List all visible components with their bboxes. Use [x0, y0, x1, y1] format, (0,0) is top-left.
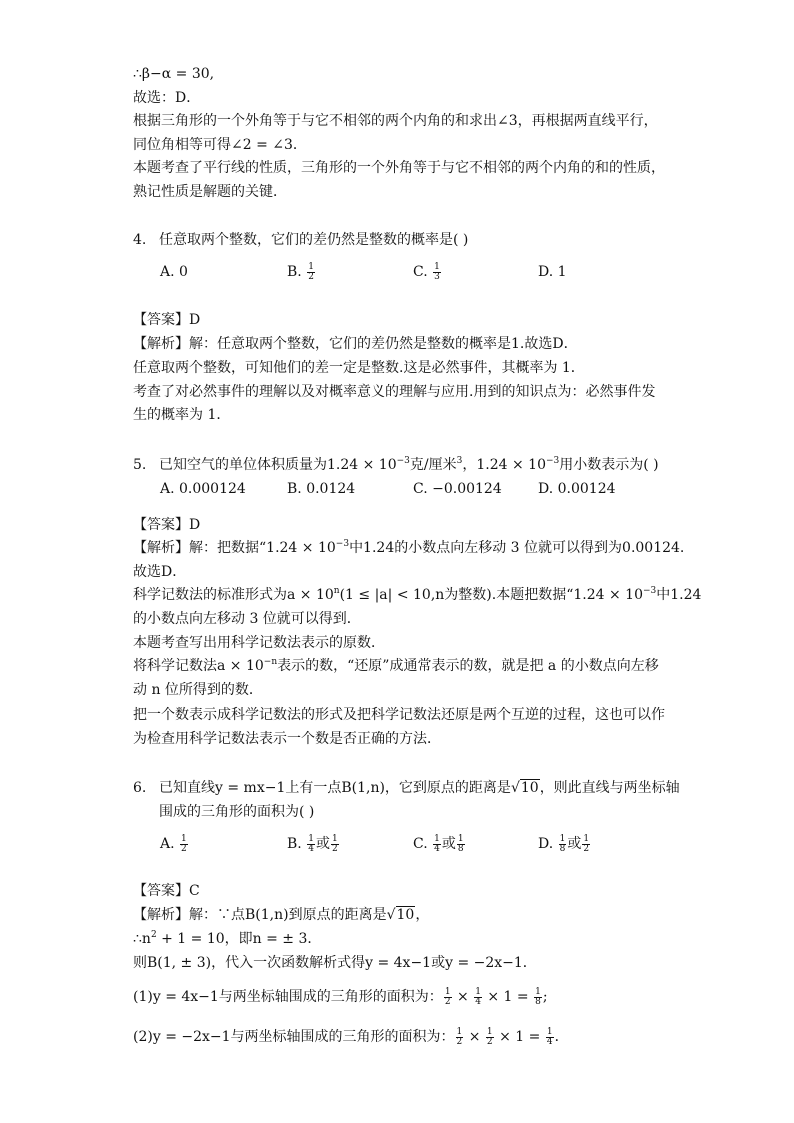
fraction-num: 1	[456, 1026, 463, 1037]
analysis-text: × 1 =	[482, 989, 534, 1005]
analysis-line: 任意取两个整数，可知他们的差一定是整数.这是必然事件，其概率为 1．	[133, 360, 585, 376]
fraction-den: 2	[444, 996, 451, 1007]
fraction	[433, 835, 441, 854]
or-text: 或	[441, 836, 456, 852]
fraction-num: 1	[444, 986, 451, 997]
fraction	[582, 835, 590, 854]
analysis-line	[133, 905, 429, 925]
exponent: n	[333, 586, 340, 596]
analysis-text: × 1 =	[494, 1029, 545, 1045]
analysis-line	[133, 929, 321, 949]
question-5-stem	[133, 455, 659, 475]
analysis-text: 中1.24	[656, 587, 702, 603]
option-d: D. 1	[538, 264, 567, 280]
text-line: 本题考查了平行线的性质，三角形的一个外角等于与它不相邻的两个内角的和的性质，	[133, 160, 665, 176]
fraction-den: 4	[308, 843, 314, 854]
analysis-text: ，	[415, 907, 430, 923]
question-number: 5.	[133, 457, 147, 473]
analysis-text: 【解析】解：∵点B(1,n)到原点的距离是	[133, 907, 387, 923]
option-c	[413, 834, 466, 854]
fraction-num: 1	[308, 833, 314, 844]
fraction	[546, 1028, 554, 1047]
analysis-text: ;	[542, 989, 548, 1005]
fraction-den: 2	[456, 1036, 463, 1047]
exponent: −3	[545, 456, 560, 466]
fraction	[456, 1028, 464, 1047]
option-b	[287, 262, 316, 282]
fraction-den: 2	[486, 1036, 493, 1047]
analysis-text: 科学记数法的标准形式为a × 10	[133, 587, 334, 603]
fraction	[486, 1028, 494, 1047]
question-number: 6.	[133, 780, 147, 796]
fraction-den: 2	[308, 271, 314, 282]
sqrt: √10	[510, 780, 539, 796]
option-label: D.	[538, 836, 554, 852]
analysis-text: (2)y = −2x−1与两坐标轴围成的三角形的面积为：	[133, 1029, 455, 1045]
exponent: −3	[396, 456, 410, 466]
analysis-text: (1 ≤ |a| < 10,n为整数).本题把数据“1.24 × 10	[339, 587, 643, 603]
option-label: A.	[160, 836, 175, 852]
answer-line: 【答案】D	[133, 312, 201, 328]
fraction-num: 1	[457, 833, 464, 844]
option-b: B. 0.0124	[287, 481, 356, 497]
or-text: 或	[567, 836, 582, 852]
analysis-line: 则B(1, ± 3)，代入一次函数解析式得y = 4x−1或y = −2x−1．	[133, 955, 537, 971]
answer-line: 【答案】D	[133, 517, 201, 533]
question-text: ，1.24 × 10	[462, 457, 546, 473]
option-label: B.	[287, 264, 302, 280]
fraction-den: 4	[434, 843, 440, 854]
option-label: C.	[413, 264, 428, 280]
fraction-den: 8	[559, 843, 566, 854]
fraction-den: 2	[583, 843, 590, 854]
analysis-line	[133, 656, 659, 676]
text-line: 故选：D．	[133, 90, 201, 106]
option-c	[413, 262, 442, 282]
fraction-den: 2	[331, 843, 338, 854]
option-a	[160, 834, 189, 854]
option-d	[538, 834, 591, 854]
fraction-num: 1	[181, 833, 187, 844]
analysis-text: ×	[464, 1029, 485, 1045]
fraction-den: 4	[475, 996, 481, 1007]
fraction	[331, 835, 339, 854]
fraction-num: 1	[583, 833, 590, 844]
fraction-num: 1	[535, 986, 541, 997]
analysis-line	[133, 585, 701, 605]
fraction	[559, 835, 567, 854]
question-6-stem-cont: 围成的三角形的面积为( )	[159, 804, 315, 820]
fraction-den: 2	[181, 843, 187, 854]
analysis-text: ．	[554, 1029, 569, 1045]
fraction-num: 1	[546, 1026, 553, 1037]
question-text: 用小数表示为( )	[559, 457, 659, 473]
answer-line: 【答案】C	[133, 883, 200, 899]
analysis-text: ∴n	[133, 931, 151, 947]
option-label: C.	[413, 836, 428, 852]
analysis-line: 动 n 位所得到的数．	[133, 682, 263, 698]
option-c: C. −0.00124	[413, 481, 502, 497]
text-line: 同位角相等可得∠2 = ∠3．	[133, 137, 307, 153]
option-a: A. 0	[160, 264, 188, 280]
analysis-line: 为检查用科学记数法表示一个数是否正确的方法．	[133, 731, 441, 747]
fraction-num: 1	[434, 261, 440, 272]
analysis-line: 故选D．	[133, 564, 187, 580]
sqrt: √10	[386, 907, 415, 923]
analysis-line: 本题考查写出用科学记数法表示的原数．	[133, 635, 385, 651]
analysis-text: 表示的数，“还原”成通常表示的数，就是把 a 的小数点向左移	[277, 658, 659, 674]
fraction-den: 3	[434, 271, 440, 282]
fraction	[444, 988, 452, 1007]
fraction-den: 4	[546, 1036, 553, 1047]
fraction-num: 1	[331, 833, 338, 844]
fraction	[474, 988, 482, 1007]
option-b	[287, 834, 340, 854]
analysis-text: + 1 = 10，即n = ± 3．	[156, 931, 322, 947]
question-text: 已知空气的单位体积质量为1.24 × 10	[159, 457, 397, 473]
fraction-den: 8	[457, 843, 464, 854]
fraction-num: 1	[434, 833, 440, 844]
text-line: ∴β−α = 30,	[133, 66, 215, 82]
analysis-text: (1)y = 4x−1与两坐标轴围成的三角形的面积为：	[133, 989, 443, 1005]
question-text: 克/厘米	[409, 457, 457, 473]
fraction	[433, 263, 441, 282]
question-number: 4.	[133, 232, 147, 248]
radicand: 10	[396, 907, 415, 923]
exponent: −3	[335, 539, 350, 549]
option-d: D. 0.00124	[538, 481, 616, 497]
exponent: 2	[150, 930, 157, 940]
exponent: −3	[642, 586, 657, 596]
fraction	[457, 835, 465, 854]
analysis-line: 【解析】解：任意取两个整数，它们的差仍然是整数的概率是1.故选D．	[133, 336, 578, 352]
analysis-text: ×	[452, 989, 474, 1005]
option-a: A. 0.000124	[160, 481, 246, 497]
question-text: 任意取两个整数，它们的差仍然是整数的概率是( )	[159, 232, 469, 248]
analysis-line	[133, 538, 684, 558]
fraction-num: 1	[559, 833, 566, 844]
analysis-line: 的小数点向左移动 3 位就可以得到．	[133, 611, 361, 627]
option-label: B.	[287, 836, 302, 852]
question-text: 已知直线y = mx−1上有一点B(1,n)，它到原点的距离是	[159, 780, 511, 796]
analysis-line	[133, 985, 548, 1009]
fraction-num: 1	[486, 1026, 493, 1037]
analysis-line: 考查了对必然事件的理解以及对概率意义的理解与应用.用到的知识点为：必然事件发	[133, 384, 656, 400]
fraction	[534, 988, 542, 1007]
fraction	[307, 835, 315, 854]
fraction	[307, 263, 315, 282]
analysis-text: 中1.24的小数点向左移动 3 位就可以得到为0.00124.	[349, 540, 685, 556]
text-line: 根据三角形的一个外角等于与它不相邻的两个内角的和求出∠3，再根据两直线平行，	[133, 113, 658, 129]
fraction	[180, 835, 188, 854]
exponent: −n	[263, 657, 278, 667]
analysis-line: 把一个数表示成科学记数法的形式及把科学记数法还原是两个互逆的过程，这也可以作	[133, 707, 665, 723]
analysis-text: 【解析】解：把数据“1.24 × 10	[133, 540, 336, 556]
analysis-line	[133, 1025, 569, 1049]
fraction-den: 8	[535, 996, 541, 1007]
question-6-stem	[133, 778, 680, 798]
text-line: 熟记性质是解题的关键．	[133, 184, 287, 200]
fraction-num: 1	[475, 986, 481, 997]
exponent: 3	[456, 456, 463, 466]
fraction-num: 1	[308, 261, 314, 272]
analysis-line: 生的概率为 1．	[133, 407, 231, 423]
question-4-stem	[133, 230, 468, 250]
radicand: 10	[520, 780, 539, 796]
question-text: ，则此直线与两坐标轴	[539, 780, 680, 796]
analysis-text: 将科学记数法a × 10	[133, 658, 264, 674]
or-text: 或	[315, 836, 330, 852]
